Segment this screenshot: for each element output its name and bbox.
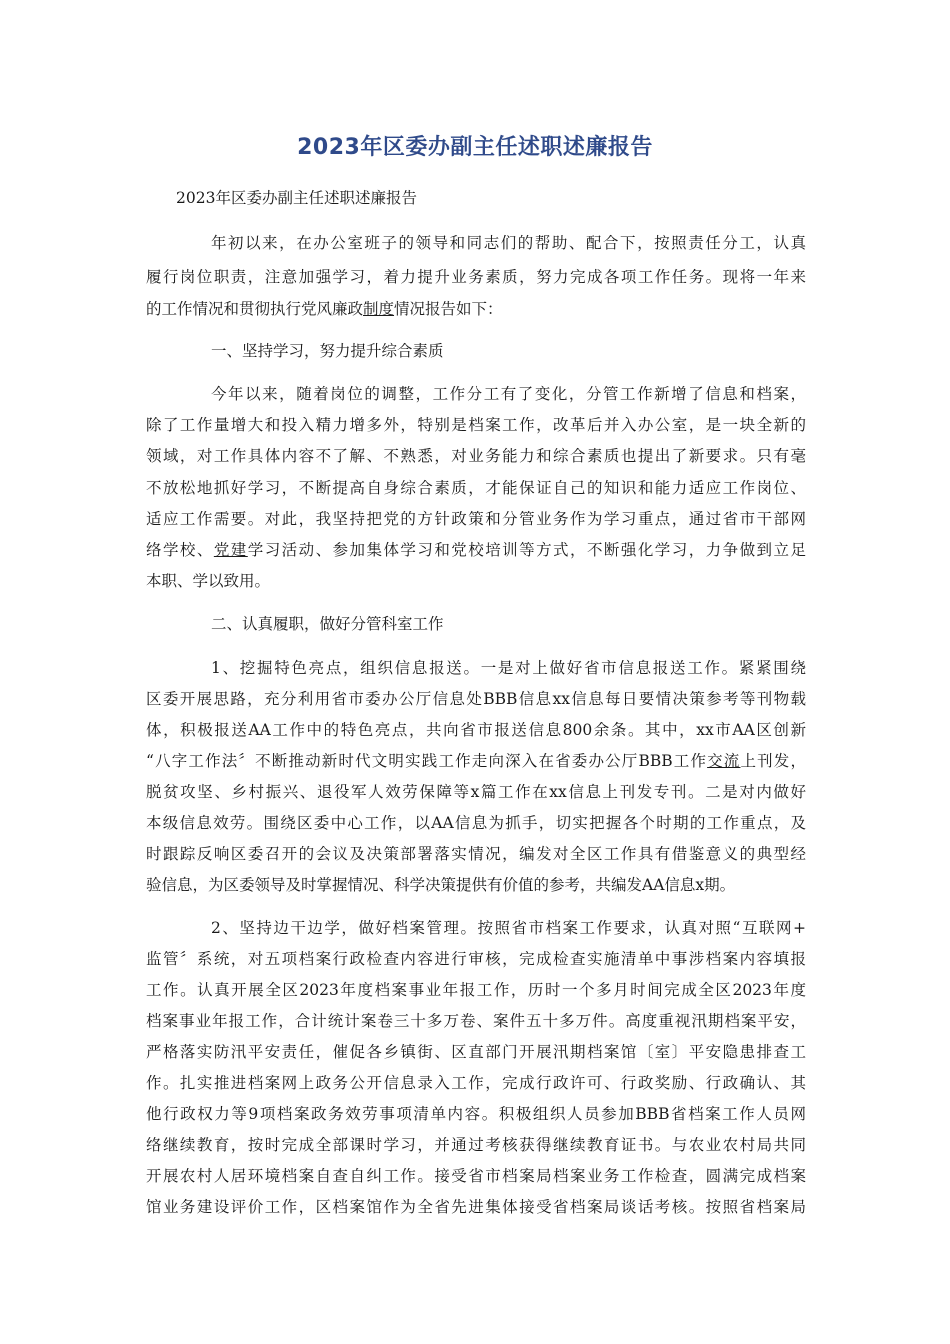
paragraph-line: 除了工作量增大和投入精力增多外，特别是档案工作，改革后并入办公室，是一块全新的 (146, 416, 806, 434)
paragraph-line: 工作。认真开展全区2023年度档案事业年报工作，历时一个多月时间完成全区2023年度 (146, 981, 806, 999)
intro-text: 情况报告如下： (394, 300, 503, 318)
paragraph-line: 络继续教育，按时完成全部课时学习，并通过考核获得继续教育证书。与农业农村局共同 (146, 1136, 806, 1154)
document-subtitle: 2023年区委办副主任述职述廉报告 (176, 189, 417, 207)
paragraph-line: 验信息，为区委领导及时掌握情况、科学决策提供有价值的参考，共编发AA信息x期。 (146, 876, 736, 894)
paragraph-line: 本级信息效劳。围绕区委中心工作，以AA信息为抓手，切实把握各个时期的工作重点，及 (146, 814, 806, 832)
intro-text: 的工作情况和贯彻执行党风廉政 (146, 300, 364, 318)
section-heading: 一、坚持学习，努力提升综合素质 (211, 342, 444, 360)
document-title: 2023年区委办副主任述职述廉报告 (297, 135, 653, 160)
paragraph-text: “八字工作法〞不断推动新时代文明实践工作走向深入在省委办公厅BBB工作 (146, 752, 708, 770)
paragraph-line: 适应工作需要。对此，我坚持把党的方针政策和分管业务作为学习重点，通过省市干部网 (146, 510, 806, 528)
paragraph-line: 严格落实防汛平安责任，催促各乡镇街、区直部门开展汛期档案馆〔室〕平安隐患排查工 (146, 1043, 806, 1061)
section-heading: 二、认真履职，做好分管科室工作 (211, 615, 444, 633)
link-zhidu[interactable]: 制度 (363, 300, 395, 318)
intro-line (146, 296, 806, 322)
paragraph-line: 开展农村人居环境档案自查自纠工作。接受省市档案局档案业务工作检查，圆满完成档案 (146, 1167, 806, 1185)
paragraph-line: 今年以来，随着岗位的调整，工作分工有了变化，分管工作新增了信息和档案， (211, 385, 806, 403)
paragraph-line: 本职、学以致用。 (146, 572, 271, 590)
link-dangjian[interactable]: 党建 (213, 541, 248, 559)
paragraph-text: 络学校、 (146, 541, 214, 559)
paragraph-line: 不放松地抓好学习，不断提高自身综合素质，才能保证自己的知识和能力适应工作岗位、 (146, 479, 806, 497)
paragraph-line: 脱贫攻坚、乡村振兴、退役军人效劳保障等x篇工作在xx信息上刊发专刊。二是对内做好 (146, 783, 806, 801)
paragraph-line: 他行政权力等9项档案政务效劳事项清单内容。积极组织人员参加BBB省档案工作人员网 (146, 1105, 806, 1123)
paragraph-line: 作。扎实推进档案网上政务公开信息录入工作，完成行政许可、行政奖励、行政确认、其 (146, 1074, 806, 1092)
intro-line: 履行岗位职责，注意加强学习，着力提升业务素质，努力完成各项工作任务。现将一年来 (146, 268, 806, 286)
paragraph-line: 监管〞系统，对五项档案行政检查内容进行审核，完成检查实施清单中事涉档案内容填报 (146, 950, 806, 968)
intro-line: 年初以来，在办公室班子的领导和同志们的帮助、配合下，按照责任分工，认真 (211, 234, 806, 252)
paragraph-line: 1、挖掘特色亮点，组织信息报送。一是对上做好省市信息报送工作。紧紧围绕 (211, 659, 806, 677)
paragraph-line (146, 748, 806, 774)
link-jiaoliu[interactable]: 交流 (707, 752, 741, 770)
paragraph-line: 2、坚持边干边学，做好档案管理。按照省市档案工作要求，认真对照“互联网+ (211, 919, 806, 937)
paragraph-line: 领域，对工作具体内容不了解、不熟悉，对业务能力和综合素质也提出了新要求。只有毫 (146, 447, 806, 465)
paragraph-line: 区委开展思路，充分利用省市委办公厅信息处BBB信息xx信息每日要情决策参考等刊物载 (146, 690, 806, 708)
paragraph-line: 档案事业年报工作，合计统计案卷三十多万卷、案件五十多万件。高度重视汛期档案平安， (146, 1012, 806, 1030)
paragraph-text: 上刊发， (740, 752, 806, 770)
paragraph-line: 时跟踪反响区委召开的会议及决策部署落实情况，编发对全区工作具有借鉴意义的典型经 (146, 845, 806, 863)
paragraph-text: 学习活动、参加集体学习和党校培训等方式，不断强化学习，力争做到立足 (247, 541, 806, 559)
paragraph-line: 馆业务建设评价工作，区档案馆作为全省先进集体接受省档案局谈话考核。按照省档案局 (146, 1198, 806, 1216)
paragraph-line: 体，积极报送AA工作中的特色亮点，共向省市报送信息800余条。其中，xx市AA区创新 (146, 721, 806, 739)
paragraph-line (146, 537, 806, 563)
